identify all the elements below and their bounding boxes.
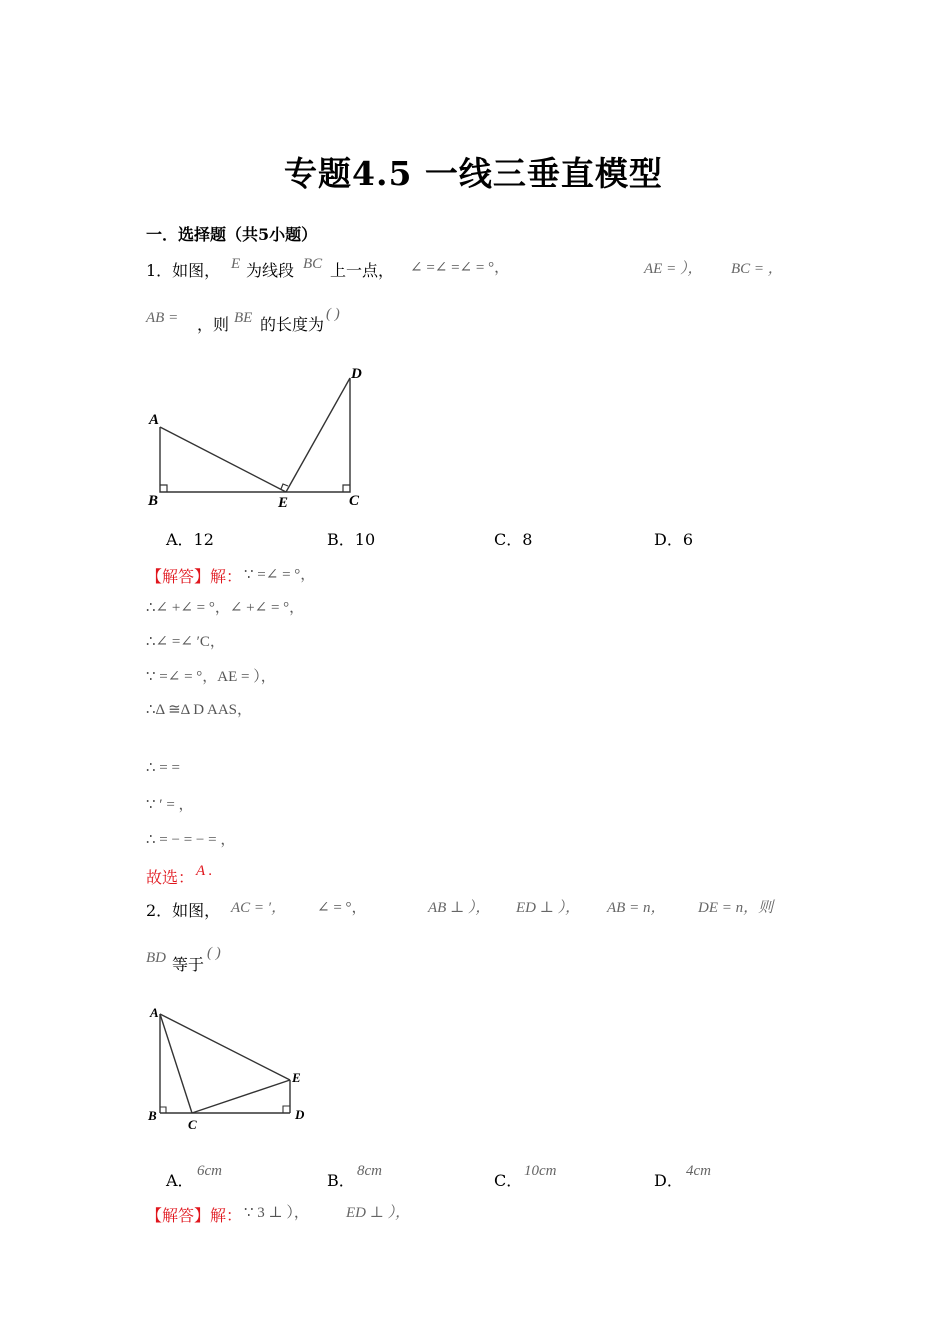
q2-ab-perp: AB ⊥ ），: [428, 900, 491, 916]
q1-solution-line-7: ∵ ′ = ，: [146, 797, 194, 813]
q2-angle: ∠ = °，: [317, 900, 367, 916]
q1-text-3: ，则: [197, 315, 230, 334]
fig2-label-b: B: [148, 1108, 157, 1123]
q2-option-d-value: 4cm: [686, 1163, 711, 1179]
q1-var-be: BE: [234, 310, 253, 326]
q1-option-a: A．12: [166, 530, 214, 549]
q1-text-4: 的长度为: [260, 315, 325, 334]
q2-option-c: C．: [494, 1171, 523, 1190]
q1-option-d: D．6: [654, 530, 694, 549]
q1-text-2: 上一点，: [330, 261, 395, 280]
q1-solution-line-5: ∴Δ ≅Δ D AAS，: [146, 702, 253, 718]
q2-text: 等于: [172, 955, 205, 974]
q1-solution-line-3: ∴∠ =∠ ′C，: [146, 634, 225, 650]
q1-solution-line-1: ∵ =∠ = °，: [244, 567, 316, 583]
q1-text-1: 为线段: [246, 261, 295, 280]
q2-ed-perp: ED ⊥ ），: [516, 900, 581, 916]
q1-solution-line-4: ∵ =∠ = °，AE = ），: [146, 669, 276, 685]
q2-paren: ( ): [207, 945, 221, 961]
fig1-label-c: C: [349, 493, 360, 509]
q1-figure: [140, 360, 380, 515]
q2-option-a: A．: [166, 1171, 194, 1190]
fig2-label-a: A: [150, 1005, 159, 1020]
q2-number: 2．如图，: [146, 901, 221, 920]
fig1-label-e: E: [278, 495, 289, 511]
fig2-label-d: D: [295, 1107, 305, 1122]
q1-angles: ∠ =∠ =∠ = °，: [410, 260, 510, 276]
q1-solution-line-2: ∴∠ +∠ = °，∠ +∠ = °，: [146, 600, 305, 616]
q1-var-e: E: [231, 256, 241, 272]
q1-var-bc: BC: [303, 256, 323, 272]
q1-number: 1．如图，: [146, 261, 221, 280]
q1-solution-line-6: ∴ = =: [146, 760, 180, 776]
fig1-label-a: A: [149, 412, 160, 428]
q1-option-b: B．10: [327, 530, 376, 549]
q2-de-value: DE = n，则: [698, 900, 774, 916]
q1-solution-tag: 【解答】解：: [146, 567, 243, 586]
q1-paren: ( ): [326, 306, 340, 322]
q1-solution-line-8: ∴ = − = − = ，: [146, 832, 236, 848]
fig2-label-e: E: [292, 1070, 301, 1085]
page-title: 专题4.5 一线三垂直模型: [284, 154, 663, 193]
q1-answer: A .: [196, 863, 213, 879]
q1-bc-value: BC = ，: [731, 261, 783, 277]
q2-option-c-value: 10cm: [524, 1163, 557, 1179]
q1-answer-label: 故选：: [146, 868, 195, 887]
q2-var-bd: BD: [146, 950, 166, 966]
q2-solution-tag: 【解答】解：: [146, 1206, 243, 1225]
q2-ab-value: AB = n，: [607, 900, 666, 916]
fig1-label-d: D: [351, 366, 362, 382]
section-header: 一．选择题（共5小题）: [146, 225, 318, 244]
q2-option-b-value: 8cm: [357, 1163, 382, 1179]
q2-solution-line-1b: ED ⊥ ），: [346, 1205, 411, 1221]
fig2-label-c: C: [188, 1117, 197, 1132]
q2-option-b: B．: [327, 1171, 355, 1190]
q1-ae: AE = ），: [644, 261, 703, 277]
q2-solution-line-1a: ∵ 3 ⊥ ），: [244, 1205, 309, 1221]
q2-ac: AC = ′，: [231, 900, 287, 916]
fig1-label-b: B: [148, 493, 159, 509]
q2-option-d: D．: [654, 1171, 683, 1190]
q2-option-a-value: 6cm: [197, 1163, 222, 1179]
q2-figure: [140, 1000, 320, 1140]
q1-option-c: C．8: [494, 530, 533, 549]
q1-ab: AB =: [146, 310, 179, 326]
